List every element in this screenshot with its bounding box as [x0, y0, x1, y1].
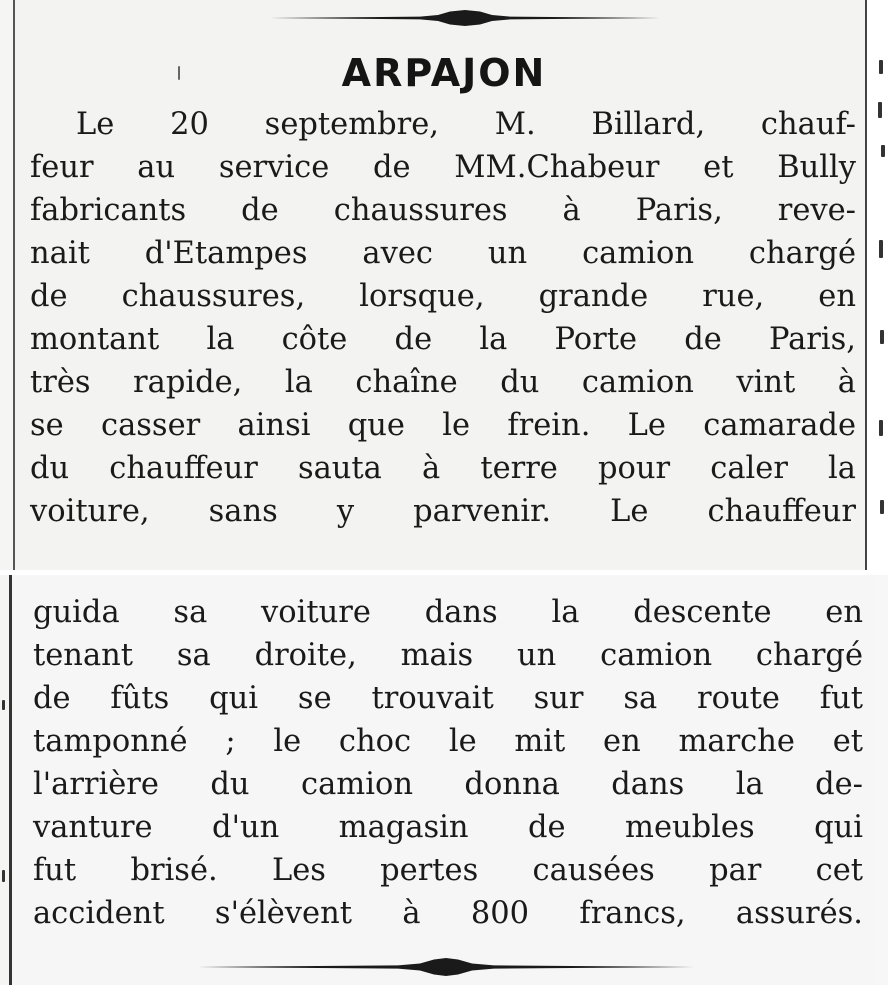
- margin-speck: [880, 330, 884, 344]
- text-line: montant la côte de la Porte de Paris,: [30, 322, 856, 357]
- text-line: voiture, sans y parvenir. Le chauffeur: [30, 494, 856, 529]
- text-line: Le 20 septembre, M. Billard, chauf-: [76, 107, 856, 142]
- margin-speck: [878, 102, 882, 118]
- text-line: tamponné ; le choc le mit en marche et: [33, 724, 863, 759]
- column-rule-left-bottom: [9, 575, 12, 985]
- margin-speck: [880, 500, 884, 514]
- article-body-bottom: [33, 591, 863, 935]
- text-line: se casser ainsi que le frein. Le camarade: [30, 408, 856, 443]
- adjacent-column-edge-bottom: [876, 575, 888, 985]
- margin-speck: [879, 240, 883, 258]
- text-line: l'arrière du camion donna dans la de-: [33, 767, 863, 802]
- top-ornament-separator: [270, 8, 660, 28]
- margin-speck: [2, 700, 5, 710]
- text-line: nait d'Etampes avec un camion chargé: [30, 236, 856, 271]
- text-line: feur au service de MM.Chabeur et Bully: [30, 150, 856, 185]
- bottom-ornament-separator: [198, 956, 694, 978]
- text-line: de fûts qui se trouvait sur sa route fut: [33, 681, 863, 716]
- text-line: fabricants de chaussures à Paris, reve-: [30, 193, 856, 228]
- text-line: vanture d'un magasin de meubles qui: [33, 810, 863, 845]
- article-title: ARPAJON: [341, 51, 547, 95]
- margin-speck: [879, 420, 883, 436]
- article-body-top: [30, 103, 856, 533]
- text-line: très rapide, la chaîne du camion vint à: [30, 365, 856, 400]
- text-line: de chaussures, lorsque, grande rue, en: [30, 279, 856, 314]
- margin-speck: [881, 145, 885, 157]
- text-line: guida sa voiture dans la descente en: [33, 595, 863, 630]
- margin-speck: [2, 870, 5, 882]
- text-line: du chauffeur sauta à terre pour caler la: [30, 451, 856, 486]
- text-line: accident s'élèvent à 800 francs, assurés.: [33, 896, 863, 931]
- text-line: tenant sa droite, mais un camion chargé: [33, 638, 863, 673]
- clipping-seam: [0, 570, 888, 575]
- text-line: fut brisé. Les pertes causées par cet: [33, 853, 863, 888]
